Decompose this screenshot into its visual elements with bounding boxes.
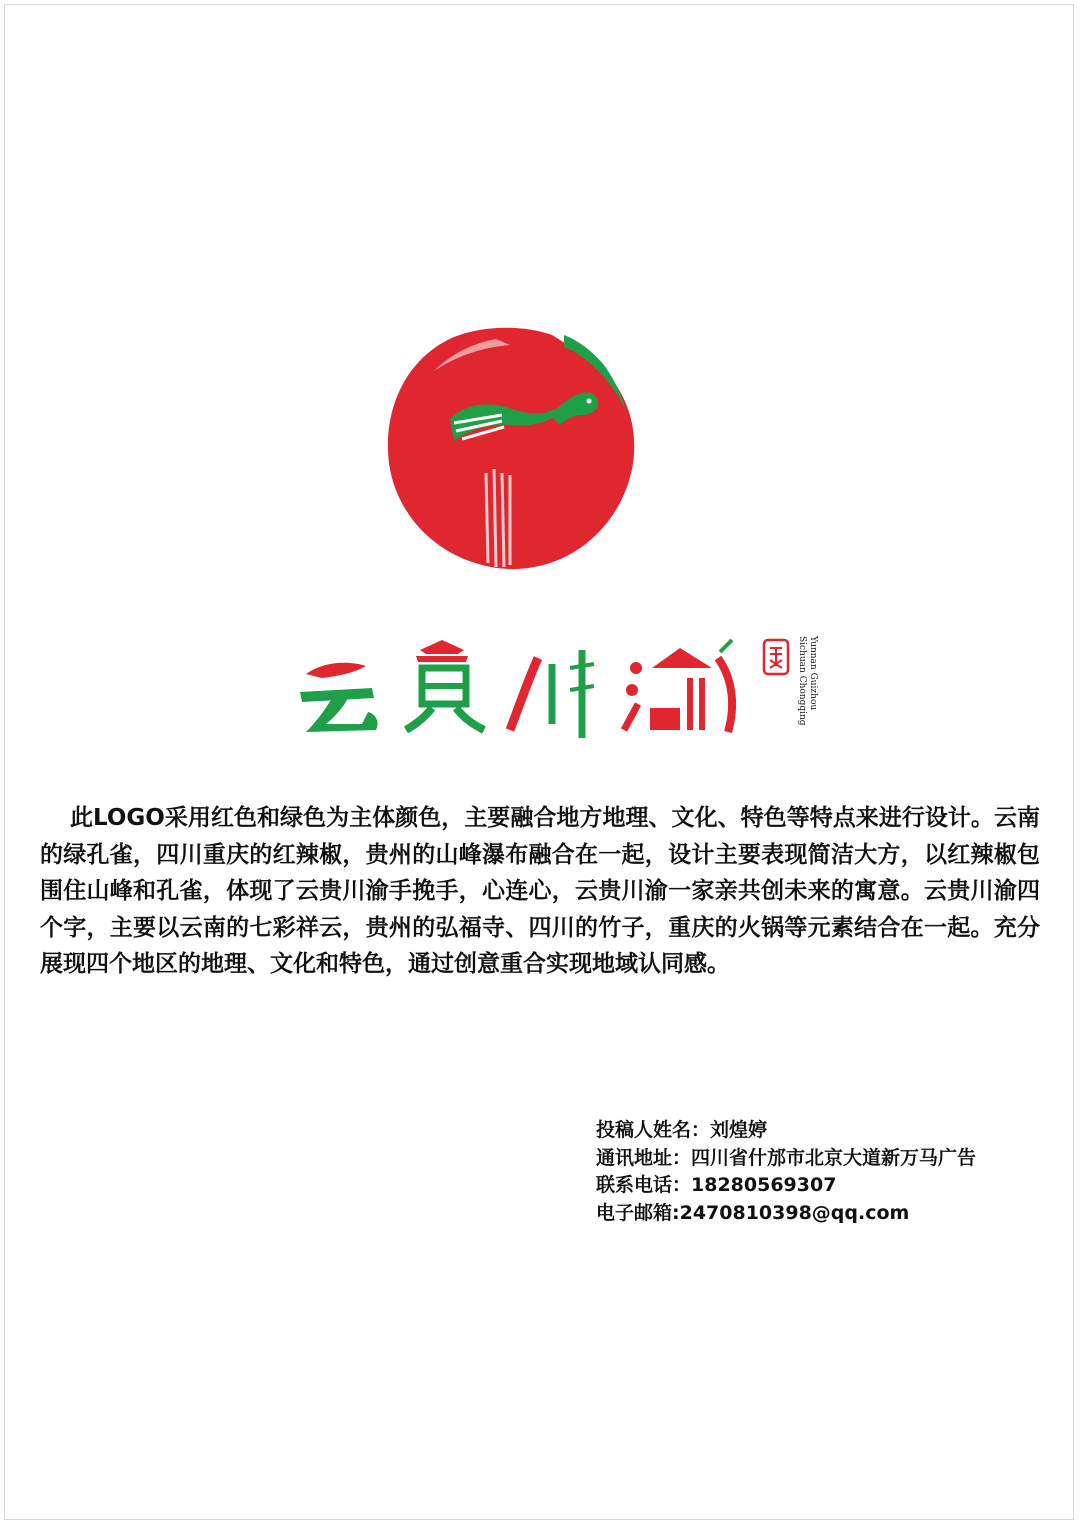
contact-phone: 联系电话：18280569307 [596,1174,837,1196]
wordmark [292,634,772,744]
logo-emblem [384,323,644,573]
wordmark-gui [406,640,484,730]
page-frame [4,4,1074,1520]
design-description: 此LOGO采用红色和绿色为主体颜色，主要融合地方地理、文化、特色等特点来进行设计。云南的绿孔雀，四川重庆的红辣椒，贵州的山峰瀑布融合在一起，设计主要表现简洁大方，以红辣椒包围住山峰和孔雀，体现了云贵川渝手挽手，心连心，云贵川渝一家亲共创未来的寓意。云贵川渝四个字，主要以云南的七彩祥云，贵州的弘福寺、四川的竹子，重庆的火锅等元素结合在一起。充分展现四个地区的地理、文化和特色，通过创意重合实现地域认同感。 [40,805,1040,978]
contact-name: 投稿人姓名：刘煌婷 [596,1119,768,1141]
latin-line-1: Yunnan Guizhou [808,636,818,711]
wordmark-latin [796,636,818,726]
contact-address: 通讯地址：四川省什邡市北京大道新万马广告 [596,1146,977,1169]
wordmark-chuan [510,650,594,738]
latin-line-2: Sichuan Chongqing [797,636,807,726]
contact-block [596,1117,976,1227]
wordmark-yu [624,640,732,732]
contact-email: 电子邮箱:2470810398@qq.com [596,1201,910,1224]
wordmark-yun [300,663,378,732]
seal-stamp [762,638,790,676]
